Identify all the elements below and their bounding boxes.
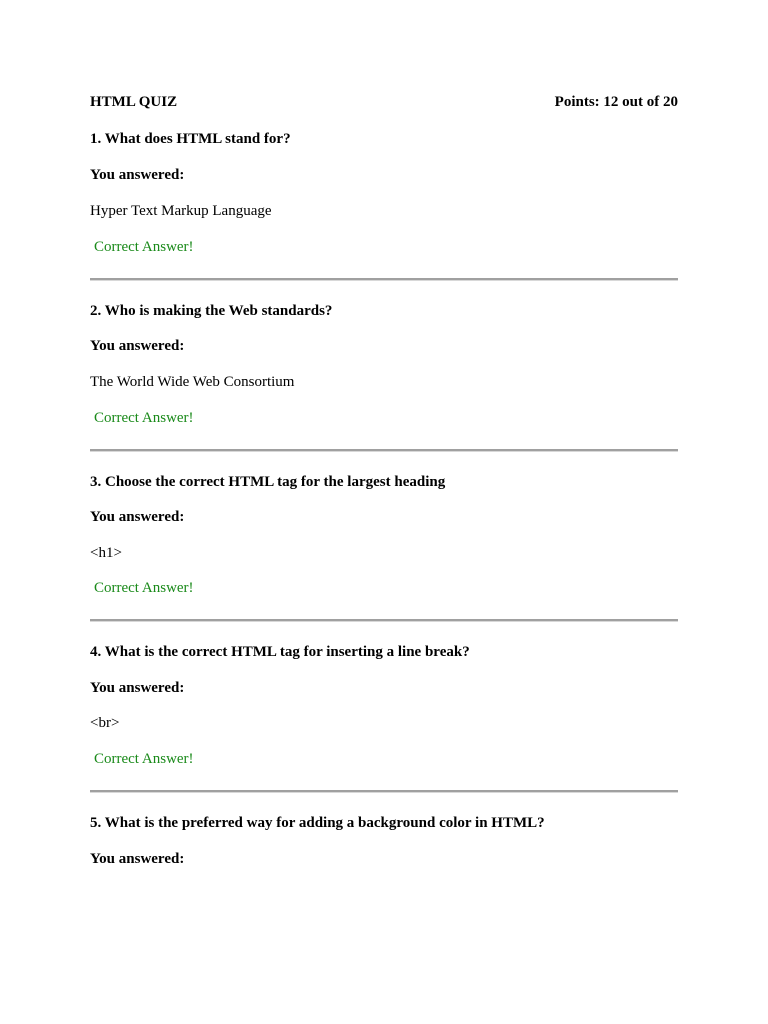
question-divider	[90, 790, 678, 793]
verdict-text: Correct Answer!	[94, 580, 194, 596]
question-block-3	[90, 473, 678, 597]
quiz-results-page	[90, 93, 678, 868]
question-divider	[90, 619, 678, 622]
user-answer: <h1>	[90, 545, 122, 561]
question-block-1	[90, 130, 678, 256]
question-block-2	[90, 302, 678, 427]
user-answer: <br>	[90, 715, 120, 731]
question-text: 2. Who is making the Web standards?	[90, 303, 333, 319]
you-answered-label: You answered:	[90, 509, 185, 525]
question-block-4	[90, 643, 678, 768]
you-answered-label: You answered:	[90, 167, 185, 183]
points-score: Points: 12 out of 20	[554, 94, 678, 110]
question-text: 5. What is the preferred way for adding a background color in HTML?	[90, 815, 545, 831]
quiz-header	[90, 93, 678, 111]
verdict-text: Correct Answer!	[94, 239, 194, 255]
question-text: 3. Choose the correct HTML tag for the largest heading	[90, 474, 446, 490]
you-answered-label: You answered:	[90, 680, 185, 696]
user-answer: Hyper Text Markup Language	[90, 203, 272, 219]
question-divider	[90, 278, 678, 281]
verdict-text: Correct Answer!	[94, 751, 194, 767]
you-answered-label: You answered:	[90, 851, 185, 867]
verdict-text: Correct Answer!	[94, 410, 194, 426]
you-answered-label: You answered:	[90, 338, 185, 354]
question-divider	[90, 449, 678, 452]
user-answer: The World Wide Web Consortium	[90, 374, 295, 390]
question-text: 1. What does HTML stand for?	[90, 131, 291, 147]
question-block-5	[90, 814, 678, 868]
question-text: 4. What is the correct HTML tag for inserting a line break?	[90, 644, 470, 660]
quiz-title: HTML QUIZ	[90, 94, 178, 110]
